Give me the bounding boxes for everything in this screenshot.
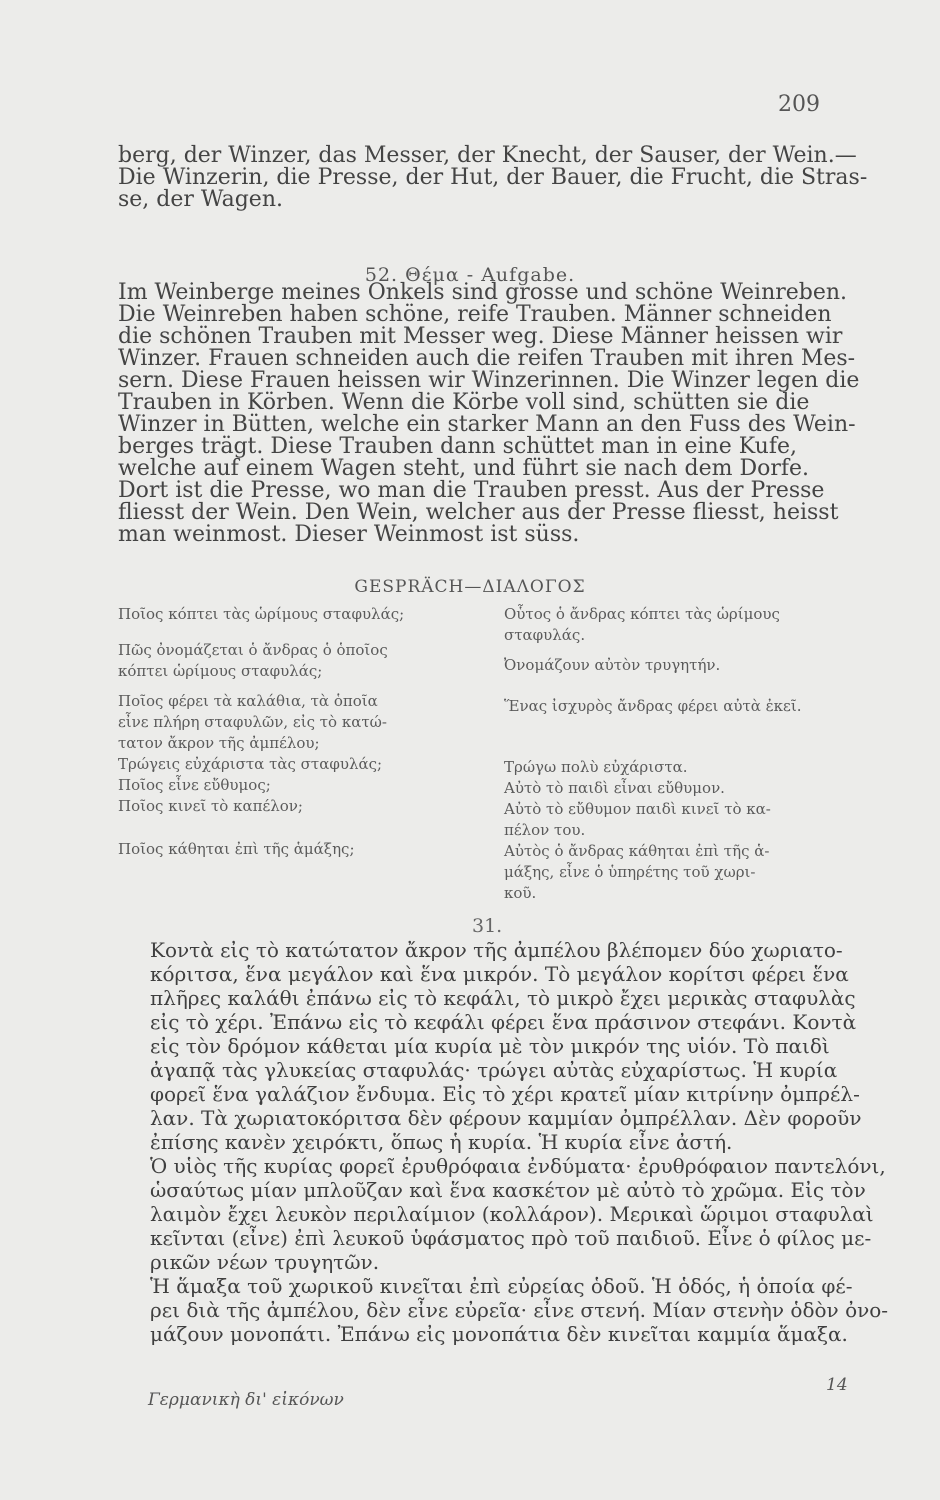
text-line: fliesst der Wein. Den Wein, welcher aus der Presse fliesst, heisst	[118, 500, 839, 525]
section-title: 52. Θέμα - Aufgabe.	[364, 264, 576, 286]
dialog-question	[118, 775, 473, 796]
text-line: μάζουν μονοπάτι. Ἐπάνω εἰς μονοπάτια δὲν κινεῖται καμμία ἅμαξα.	[150, 1322, 848, 1346]
text-line: man weinmost. Dieser Weinmost ist süss.	[118, 522, 580, 547]
text-line: berges trägt. Diese Trauben dann schüttet man in eine Kufe,	[118, 434, 797, 459]
dialog-question	[118, 691, 473, 754]
text-line: εἰς τὸ χέρι. Ἐπάνω εἰς τὸ κεφάλι φέρει ἕνα πράσινον στεφάνι. Κοντὰ	[150, 1010, 857, 1034]
german-paragraph	[118, 280, 860, 547]
text-line: φορεῖ ἕνα γαλάζιον ἔνδυμα. Εἰς τὸ χέρι κρατεῖ μίαν κιτρίνην ὀμπρέλ-	[150, 1082, 860, 1106]
text-line: Αὐτὸ τὸ παιδὶ εἶναι εὔθυμον.	[504, 779, 725, 797]
dialog-title: GESPRÄCH—ΔΙΑΛΟΓΟΣ	[354, 577, 586, 597]
text-line: κοῦ.	[504, 884, 537, 902]
text-line: Ἕνας ἰσχυρὸς ἄνδρας φέρει αὐτὰ ἐκεῖ.	[504, 697, 802, 715]
text-line: λαν. Τὰ χωριατοκόριτσα δὲν φέρουν καμμίαν ὀμπρέλλαν. Δὲν φοροῦν	[150, 1106, 862, 1130]
text-line: τατον ἄκρον τῆς ἀμπέλου;	[118, 734, 320, 752]
text-line: σταφυλάς.	[504, 626, 586, 644]
dialog-question	[118, 839, 473, 860]
signature-mark: Γερμανικὴ δι' εἰκόνων	[148, 1390, 344, 1410]
text-line: Dort ist die Presse, wo man die Trauben presst. Aus der Presse	[118, 478, 825, 503]
dialog-answer	[504, 841, 864, 904]
dialog-question	[118, 754, 473, 775]
text-line: λαιμὸν ἔχει λευκὸν περιλαίμιον (κολλάρον). Μερικαὶ ὥριμοι σταφυλαὶ	[150, 1202, 874, 1226]
text-line: Ὀνομάζουν αὐτὸν τρυγητήν.	[504, 656, 721, 674]
text-line: ἀγαπᾷ τὰς γλυκείας σταφυλάς· τρώγει αὐτὰς εὐχαρίστως. Ἡ κυρία	[150, 1058, 838, 1082]
text-line: πέλον του.	[504, 821, 586, 839]
text-line: Trauben in Körben. Wenn die Körbe voll sind, schütten sie die	[118, 390, 810, 415]
text-line: Die Winzerin, die Presse, der Hut, der Bauer, die Frucht, die Stras-	[118, 165, 868, 190]
vocabulary-paragraph	[118, 143, 868, 212]
text-line: ρει διὰ τῆς ἀμπέλου, δὲν εἶνε εὐρεῖα· εἶνε στενή. Μίαν στενὴν ὁδὸν ὀνο-	[150, 1298, 889, 1322]
greek-paragraph	[150, 938, 889, 1346]
text-line: berg, der Winzer, das Messer, der Knecht, der Sauser, der Wein.—	[118, 143, 857, 168]
dialog-answer	[504, 696, 864, 717]
text-line: Ποῖος εἶνε εὔθυμος;	[118, 776, 271, 794]
text-line: Ἡ ἅμαξα τοῦ χωρικοῦ κινεῖται ἐπὶ εὐρείας ὁδοῦ. Ἡ ὁδός, ἡ ὁποία φέ-	[150, 1274, 853, 1298]
dialog-question	[118, 796, 473, 817]
text-line: die schönen Trauben mit Messer weg. Diese Männer heissen wir	[118, 324, 843, 349]
text-line: ὡσαύτως μίαν μπλοῦζαν καὶ ἕνα κασκέτον μὲ αὐτὸ τὸ χρῶμα. Εἰς τὸν	[150, 1178, 866, 1202]
text-line: μάξης, εἶνε ὁ ὑπηρέτης τοῦ χωρι-	[504, 863, 756, 881]
text-line: κόπτει ὡρίμους σταφυλάς;	[118, 662, 323, 680]
text-line: se, der Wagen.	[118, 187, 283, 212]
dialog-answers-column	[504, 604, 864, 913]
text-line: Ποῖος κάθηται ἐπὶ τῆς ἁμάξης;	[118, 840, 355, 858]
text-line: Αὐτὸς ὁ ἄνδρας κάθηται ἐπὶ τῆς ἁ-	[504, 842, 770, 860]
text-line: κεῖνται (εἶνε) ἐπὶ λευκοῦ ὑφάσματος πρὸ τοῦ παιδιοῦ. Εἶνε ὁ φίλος με-	[150, 1226, 872, 1250]
text-line: Ποῖος κόπτει τὰς ὡρίμους σταφυλάς;	[118, 605, 405, 623]
page-number: 209	[778, 92, 820, 117]
text-line: εἶνε πλήρη σταφυλῶν, εἰς τὸ κατώ-	[118, 713, 387, 731]
section-number: 31.	[472, 915, 503, 937]
text-line: welche auf einem Wagen steht, und führt sie nach dem Dorfe.	[118, 456, 810, 481]
text-line: Ποῖος κινεῖ τὸ καπέλον;	[118, 797, 303, 815]
text-line: Ὁ υἱὸς τῆς κυρίας φορεῖ ἐρυθρόφαια ἐνδύματα· ἐρυθρόφαιον παντελόνι,	[150, 1154, 886, 1178]
text-line: sern. Diese Frauen heissen wir Winzerinnen. Die Winzer legen die	[118, 368, 860, 393]
dialog-question	[118, 640, 473, 682]
dialog-questions-column	[118, 604, 473, 869]
text-line: Die Weinreben haben schöne, reife Trauben. Männer schneiden	[118, 302, 832, 327]
text-line: εἰς τὸν δρόμον κάθεται μία κυρία μὲ τὸν μικρόν της υἱόν. Τὸ παιδὶ	[150, 1034, 830, 1058]
dialog-answer	[504, 799, 864, 841]
text-line: κόριτσα, ἕνα μεγάλον καὶ ἕνα μικρόν. Τὸ μεγάλον κορίτσι φέρει ἕνα	[150, 962, 849, 986]
text-line: Winzer. Frauen schneiden auch die reifen Trauben mit ihren Mes-	[118, 346, 856, 371]
text-line: Κοντὰ εἰς τὸ κατώτατον ἄκρον τῆς ἀμπέλου βλέπομεν δύο χωριατο-	[150, 938, 843, 962]
text-line: Οὗτος ὁ ἄνδρας κόπτει τὰς ὡρίμους	[504, 605, 780, 623]
dialog-answer	[504, 757, 864, 778]
dialog-answer	[504, 655, 864, 676]
text-line: πλῆρες καλάθι ἐπάνω εἰς τὸ κεφάλι, τὸ μικρὸ ἔχει μερικὰς σταφυλὰς	[150, 986, 856, 1010]
dialog-answer	[504, 778, 864, 799]
text-line: Πῶς ὀνομάζεται ὁ ἄνδρας ὁ ὁποῖος	[118, 641, 388, 659]
text-line: ρικῶν νέων τρυγητῶν.	[150, 1250, 380, 1274]
text-line: ἐπίσης κανὲν χειρόκτι, ὅπως ἡ κυρία. Ἡ κυρία εἶνε ἀστή.	[150, 1130, 733, 1154]
text-line: Winzer in Bütten, welche ein starker Mann an den Fuss des Wein-	[118, 412, 856, 437]
text-line: Αὐτὸ τὸ εὔθυμον παιδὶ κινεῖ τὸ κα-	[504, 800, 771, 818]
text-line: Ποῖος φέρει τὰ καλάθια, τὰ ὁποῖα	[118, 692, 378, 710]
signature-number: 14	[826, 1375, 848, 1395]
dialog-question	[118, 604, 473, 625]
dialog-answer	[504, 604, 864, 646]
text-line: Τρώγω πολὺ εὐχάριστα.	[504, 758, 688, 776]
text-line: Im Weinberge meines Onkels sind grosse und schöne Weinreben.	[118, 280, 848, 305]
text-line: Τρώγεις εὐχάριστα τὰς σταφυλάς;	[118, 755, 383, 773]
